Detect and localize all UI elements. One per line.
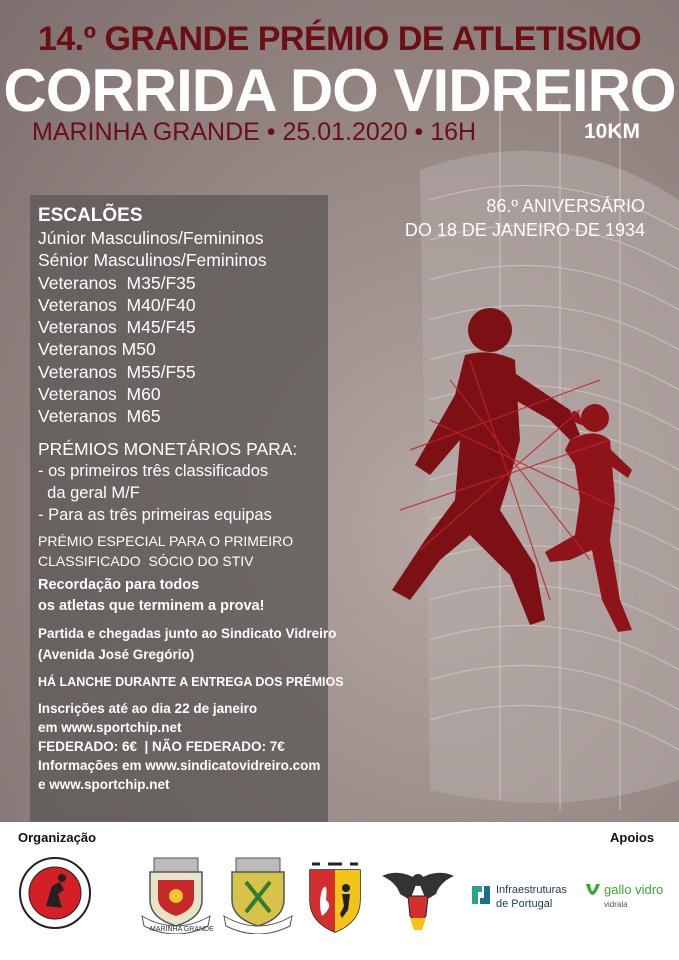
category-item: Veteranos M65 [38,406,161,427]
anniversary-note [405,194,645,242]
escaloes-heading: ESCALÕES [38,205,143,226]
event-location-date: MARINHA GRANDE • 25.01.2020 • 16H [32,118,477,146]
male-runner-silhouette [392,308,580,625]
prize-item: - os primeiros três classificados [38,461,269,480]
snack-note: HÁ LANCHE DURANTE A ENTREGA DOS PRÉMIOS [38,674,344,689]
category-item: Veteranos M55/F55 [38,361,196,382]
marinha-grande-label: MARINHA GRANDE [150,926,214,933]
parish-crest [222,856,294,934]
category-item: Veteranos M35/F35 [38,272,196,293]
price-line: FEDERADO: 6€ | NÃO FEDERADO: 7€ [38,738,285,754]
prizes-heading: PRÉMIOS MONETÁRIOS PARA: [38,438,298,459]
infraestruturas-country: de Portugal [496,898,553,910]
gallo-vidro-name: gallo vidro [604,882,664,897]
category-item: Júnior Masculinos/Femininos [38,228,264,248]
anniversary-line: 86.º ANIVERSÁRIO [486,196,645,216]
info-content [38,204,344,794]
gallo-vidro-group: vidrala [604,900,628,909]
eagle-emblem [380,866,456,932]
sports-club-crest [304,860,366,936]
sponsors-footer [0,822,679,960]
organization-label: Organização [18,830,97,845]
runners-illustration [370,300,660,660]
category-item: Veteranos M45/F45 [38,317,196,338]
gallo-vidro-logo [584,882,602,908]
info-url-line: e www.sportchip.net [38,776,170,792]
souvenir-line: Recordação para todos [38,576,200,593]
special-prize-line: CLASSIFICADO SÓCIO DO STIV [38,552,254,569]
souvenir-line: os atletas que terminem a prova! [38,597,265,614]
category-item: Veteranos M50 [38,339,156,360]
registration-line: Inscrições até ao dia 22 de janeiro [38,700,258,716]
stiv-union-logo [18,856,92,930]
sponsors-label: Apoios [610,830,655,845]
marinha-grande-crest [140,856,212,934]
prize-item: da geral M/F [38,483,140,502]
event-edition-title: 14.º GRANDE PRÉMIO DE ATLETISMO [37,20,642,58]
category-item: Veteranos M40/F40 [38,294,196,315]
infraestruturas-logo [470,884,492,906]
prize-item: - Para as três primeiras equipas [38,505,272,524]
category-item: Veteranos M60 [38,384,161,405]
category-item: Sénior Masculinos/Femininos [38,250,267,271]
event-distance: 10KM [584,120,641,143]
registration-line: em www.sportchip.net [38,719,182,735]
event-main-title: CORRIDA DO VIDREIRO [3,57,676,124]
infraestruturas-name: Infraestruturas [496,884,567,896]
special-prize-line: PRÉMIO ESPECIAL PARA O PRIMEIRO [38,532,294,549]
info-url-line: Informações em www.sindicatovidreiro.com [38,757,321,773]
anniversary-line: DO 18 DE JANEIRO DE 1934 [404,220,645,240]
start-location-line: (Avenida José Gregório) [38,646,195,662]
start-location-line: Partida e chegadas junto ao Sindicato Vidreiro [38,625,337,641]
